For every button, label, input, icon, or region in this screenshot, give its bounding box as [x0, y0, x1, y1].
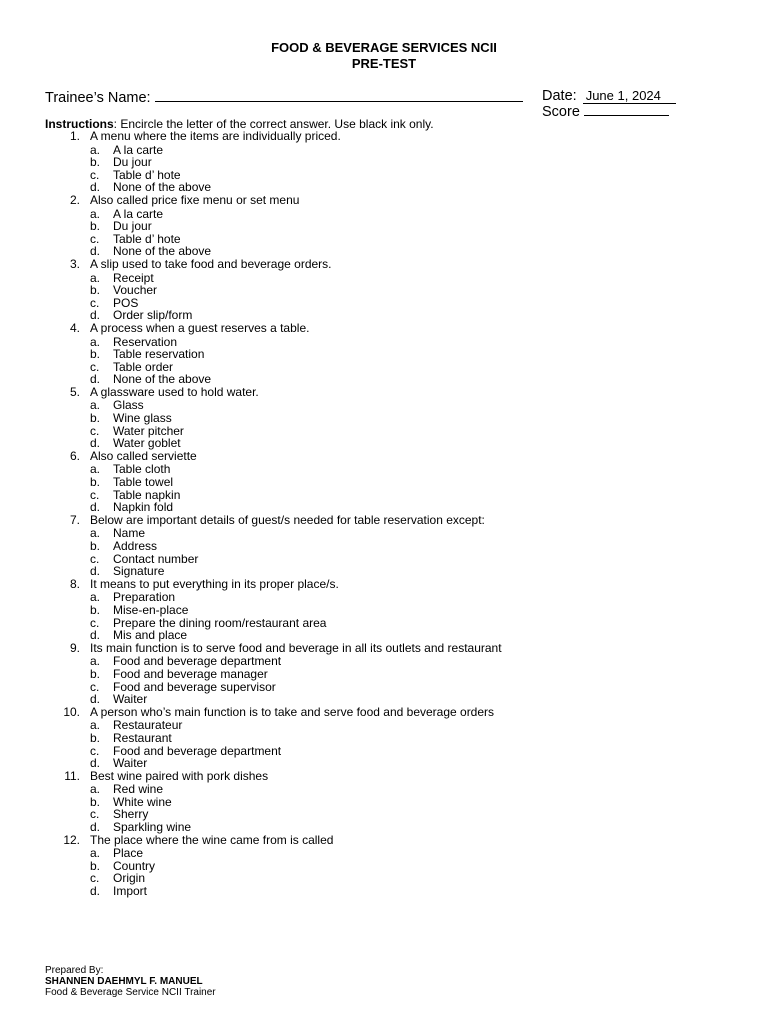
footer — [45, 965, 216, 998]
question-item — [0, 194, 768, 208]
answer-option — [0, 284, 768, 297]
option-letter: d. — [90, 180, 101, 195]
option-text: Wine glass — [113, 411, 172, 426]
option-letter: b. — [90, 219, 101, 234]
answer-option — [0, 847, 768, 860]
answer-option — [0, 693, 768, 706]
question-number: 2. — [69, 192, 80, 207]
question-item — [0, 450, 768, 464]
answer-option — [0, 629, 768, 642]
option-letter: a. — [90, 334, 101, 349]
prepared-by-label: Prepared By: — [45, 965, 104, 976]
option-letter: c. — [90, 679, 100, 694]
instructions-text: : Encircle the letter of the correct answer. Use black ink only. — [113, 117, 434, 131]
option-text: Table d’ hote — [113, 231, 181, 246]
question-item — [0, 258, 768, 272]
option-letter: d. — [90, 244, 101, 259]
question-number: 3. — [69, 256, 80, 271]
question-item — [0, 642, 768, 656]
option-text: Restaurant — [113, 730, 172, 745]
option-text: Sparkling wine — [113, 820, 192, 835]
answer-option — [0, 757, 768, 770]
preparer-name: SHANNEN DAEHMYL F. MANUEL — [45, 976, 203, 987]
question-item — [0, 834, 768, 848]
option-text: Napkin fold — [113, 500, 174, 515]
option-text: Address — [113, 539, 158, 553]
option-text: None of the above — [113, 244, 212, 259]
option-text: Country — [113, 858, 156, 873]
option-text: Sherry — [113, 807, 149, 822]
option-letter: c. — [90, 551, 100, 566]
question-text: The place where the wine came from is called — [90, 832, 334, 847]
option-text: Glass — [113, 398, 144, 413]
option-text: Table order — [113, 359, 174, 374]
question-text: Also called serviette — [90, 448, 197, 463]
option-text: Mise-en-place — [113, 602, 189, 617]
option-letter: c. — [90, 871, 100, 886]
option-letter: d. — [90, 692, 101, 707]
answer-option — [0, 668, 768, 681]
question-number: 6. — [69, 448, 80, 463]
document-subtitle: PRE-TEST — [351, 56, 417, 71]
question-text: A menu where the items are individually priced. — [90, 129, 341, 143]
option-letter: c. — [90, 423, 100, 438]
option-text: Prepare the dining room/restaurant area — [113, 615, 327, 630]
option-letter: c. — [90, 231, 100, 246]
score-field — [542, 103, 669, 120]
option-letter: c. — [90, 295, 100, 310]
option-text: Waiter — [113, 756, 148, 771]
option-letter: c. — [90, 359, 100, 374]
option-letter: c. — [90, 167, 100, 182]
option-text: Table napkin — [113, 487, 181, 502]
option-text: Waiter — [113, 692, 148, 707]
answer-option — [0, 437, 768, 450]
answer-option — [0, 540, 768, 553]
question-list — [0, 130, 768, 898]
question-number: 5. — [69, 384, 80, 399]
option-text: Place — [113, 846, 144, 861]
date-value: June 1, 2024 — [583, 88, 676, 104]
option-letter: b. — [90, 794, 101, 809]
option-letter: c. — [90, 807, 100, 822]
trainee-name-label: Trainee’s Name: — [45, 90, 151, 106]
question-number: 4. — [69, 320, 80, 335]
question-number: 8. — [69, 576, 80, 591]
answer-option — [0, 501, 768, 514]
question-item — [0, 130, 768, 144]
question-text: Below are important details of guest/s needed for table reservation except: — [90, 512, 485, 527]
option-letter: a. — [90, 782, 101, 797]
answer-option — [0, 885, 768, 898]
option-letter: d. — [90, 628, 101, 643]
date-label: Date: — [542, 88, 577, 104]
question-text: A person who’s main function is to take and serve food and beverage orders — [90, 704, 495, 719]
preparer-role: Food & Beverage Service NCII Trainer — [45, 987, 216, 998]
option-letter: a. — [90, 526, 101, 541]
option-text: POS — [113, 295, 139, 310]
option-text: White wine — [113, 794, 172, 809]
score-blank — [584, 103, 669, 116]
option-letter: b. — [90, 858, 101, 873]
option-letter: d. — [90, 820, 101, 835]
option-text: None of the above — [113, 180, 212, 195]
question-number: 9. — [69, 640, 80, 655]
option-text: Table cloth — [113, 462, 171, 477]
option-letter: a. — [90, 590, 101, 605]
question-item — [0, 770, 768, 784]
answer-option — [0, 412, 768, 425]
option-letter: a. — [90, 718, 101, 733]
option-letter: c. — [90, 743, 100, 758]
option-letter: a. — [90, 654, 101, 669]
option-letter: b. — [90, 283, 101, 298]
option-letter: b. — [90, 602, 101, 617]
answer-option — [0, 732, 768, 745]
question-text: Best wine paired with pork dishes — [90, 768, 269, 783]
answer-option — [0, 604, 768, 617]
option-letter: b. — [90, 730, 101, 745]
answer-option — [0, 373, 768, 386]
option-letter: d. — [90, 756, 101, 771]
answer-option — [0, 476, 768, 489]
option-letter: a. — [90, 206, 101, 221]
option-text: Food and beverage manager — [113, 666, 268, 681]
option-letter: c. — [90, 615, 100, 630]
option-text: Water pitcher — [113, 423, 184, 438]
option-letter: b. — [90, 155, 101, 170]
question-number: 1. — [69, 129, 80, 143]
option-letter: b. — [90, 539, 101, 553]
document-title: FOOD & BEVERAGE SERVICES NCII — [271, 40, 497, 55]
option-text: Name — [113, 526, 146, 541]
answer-option — [0, 156, 768, 169]
question-item — [0, 706, 768, 720]
answer-option — [0, 565, 768, 578]
question-number: 12. — [63, 832, 80, 847]
answer-option — [0, 220, 768, 233]
option-text: Du jour — [113, 219, 152, 234]
option-text: A la carte — [113, 206, 164, 221]
option-text: Voucher — [113, 283, 158, 298]
question-item — [0, 386, 768, 400]
option-text: None of the above — [113, 372, 212, 387]
answer-option — [0, 783, 768, 796]
option-text: Red wine — [113, 782, 164, 797]
option-text: Food and beverage supervisor — [113, 679, 276, 694]
option-letter: a. — [90, 462, 101, 477]
question-text: A slip used to take food and beverage orders. — [90, 256, 332, 271]
option-letter: d. — [90, 884, 101, 899]
option-text: Origin — [113, 871, 146, 886]
option-letter: b. — [90, 475, 101, 490]
option-text: Du jour — [113, 155, 152, 170]
option-text: Table towel — [113, 475, 174, 490]
instructions-label: Instructions — [45, 117, 114, 131]
option-text: Order slip/form — [113, 308, 193, 323]
option-text: Food and beverage department — [113, 743, 282, 758]
option-text: Table reservation — [113, 347, 205, 362]
score-label: Score — [542, 104, 580, 120]
option-letter: a. — [90, 846, 101, 861]
option-letter: a. — [90, 398, 101, 413]
option-text: Table d’ hote — [113, 167, 181, 182]
question-item — [0, 578, 768, 592]
option-text: Reservation — [113, 334, 178, 349]
option-text: Contact number — [113, 551, 199, 566]
option-letter: b. — [90, 411, 101, 426]
option-letter: d. — [90, 436, 101, 451]
option-letter: a. — [90, 142, 101, 157]
option-text: Water goblet — [113, 436, 181, 451]
option-text: Preparation — [113, 590, 176, 605]
answer-option — [0, 821, 768, 834]
question-number: 11. — [64, 768, 80, 783]
option-text: Receipt — [113, 270, 154, 285]
option-text: Food and beverage department — [113, 654, 282, 669]
option-text: Signature — [113, 564, 165, 579]
option-letter: d. — [90, 308, 101, 323]
option-letter: b. — [90, 347, 101, 362]
question-text: Its main function is to serve food and beverage in all its outlets and restaurant — [90, 640, 502, 655]
question-number: 7. — [69, 512, 80, 527]
option-letter: a. — [90, 270, 101, 285]
question-text: Also called price fixe menu or set menu — [90, 192, 300, 207]
question-item — [0, 322, 768, 336]
option-text: Import — [113, 884, 148, 899]
trainee-name-field — [45, 88, 523, 106]
date-field — [542, 88, 676, 104]
answer-option — [0, 348, 768, 361]
option-text: Restaurateur — [113, 718, 183, 733]
option-letter: b. — [90, 666, 101, 681]
question-number: 10. — [63, 704, 80, 719]
question-text: A glassware used to hold water. — [90, 384, 259, 399]
option-letter: d. — [90, 564, 101, 579]
option-letter: c. — [90, 487, 100, 502]
question-text: It means to put everything in its proper place/s. — [90, 576, 339, 591]
trainee-name-blank — [155, 88, 523, 102]
option-letter: d. — [90, 372, 101, 387]
option-text: A la carte — [113, 142, 164, 157]
option-letter: d. — [90, 500, 101, 515]
question-text: A process when a guest reserves a table. — [90, 320, 310, 335]
question-item — [0, 514, 768, 528]
option-text: Mis and place — [113, 628, 188, 643]
